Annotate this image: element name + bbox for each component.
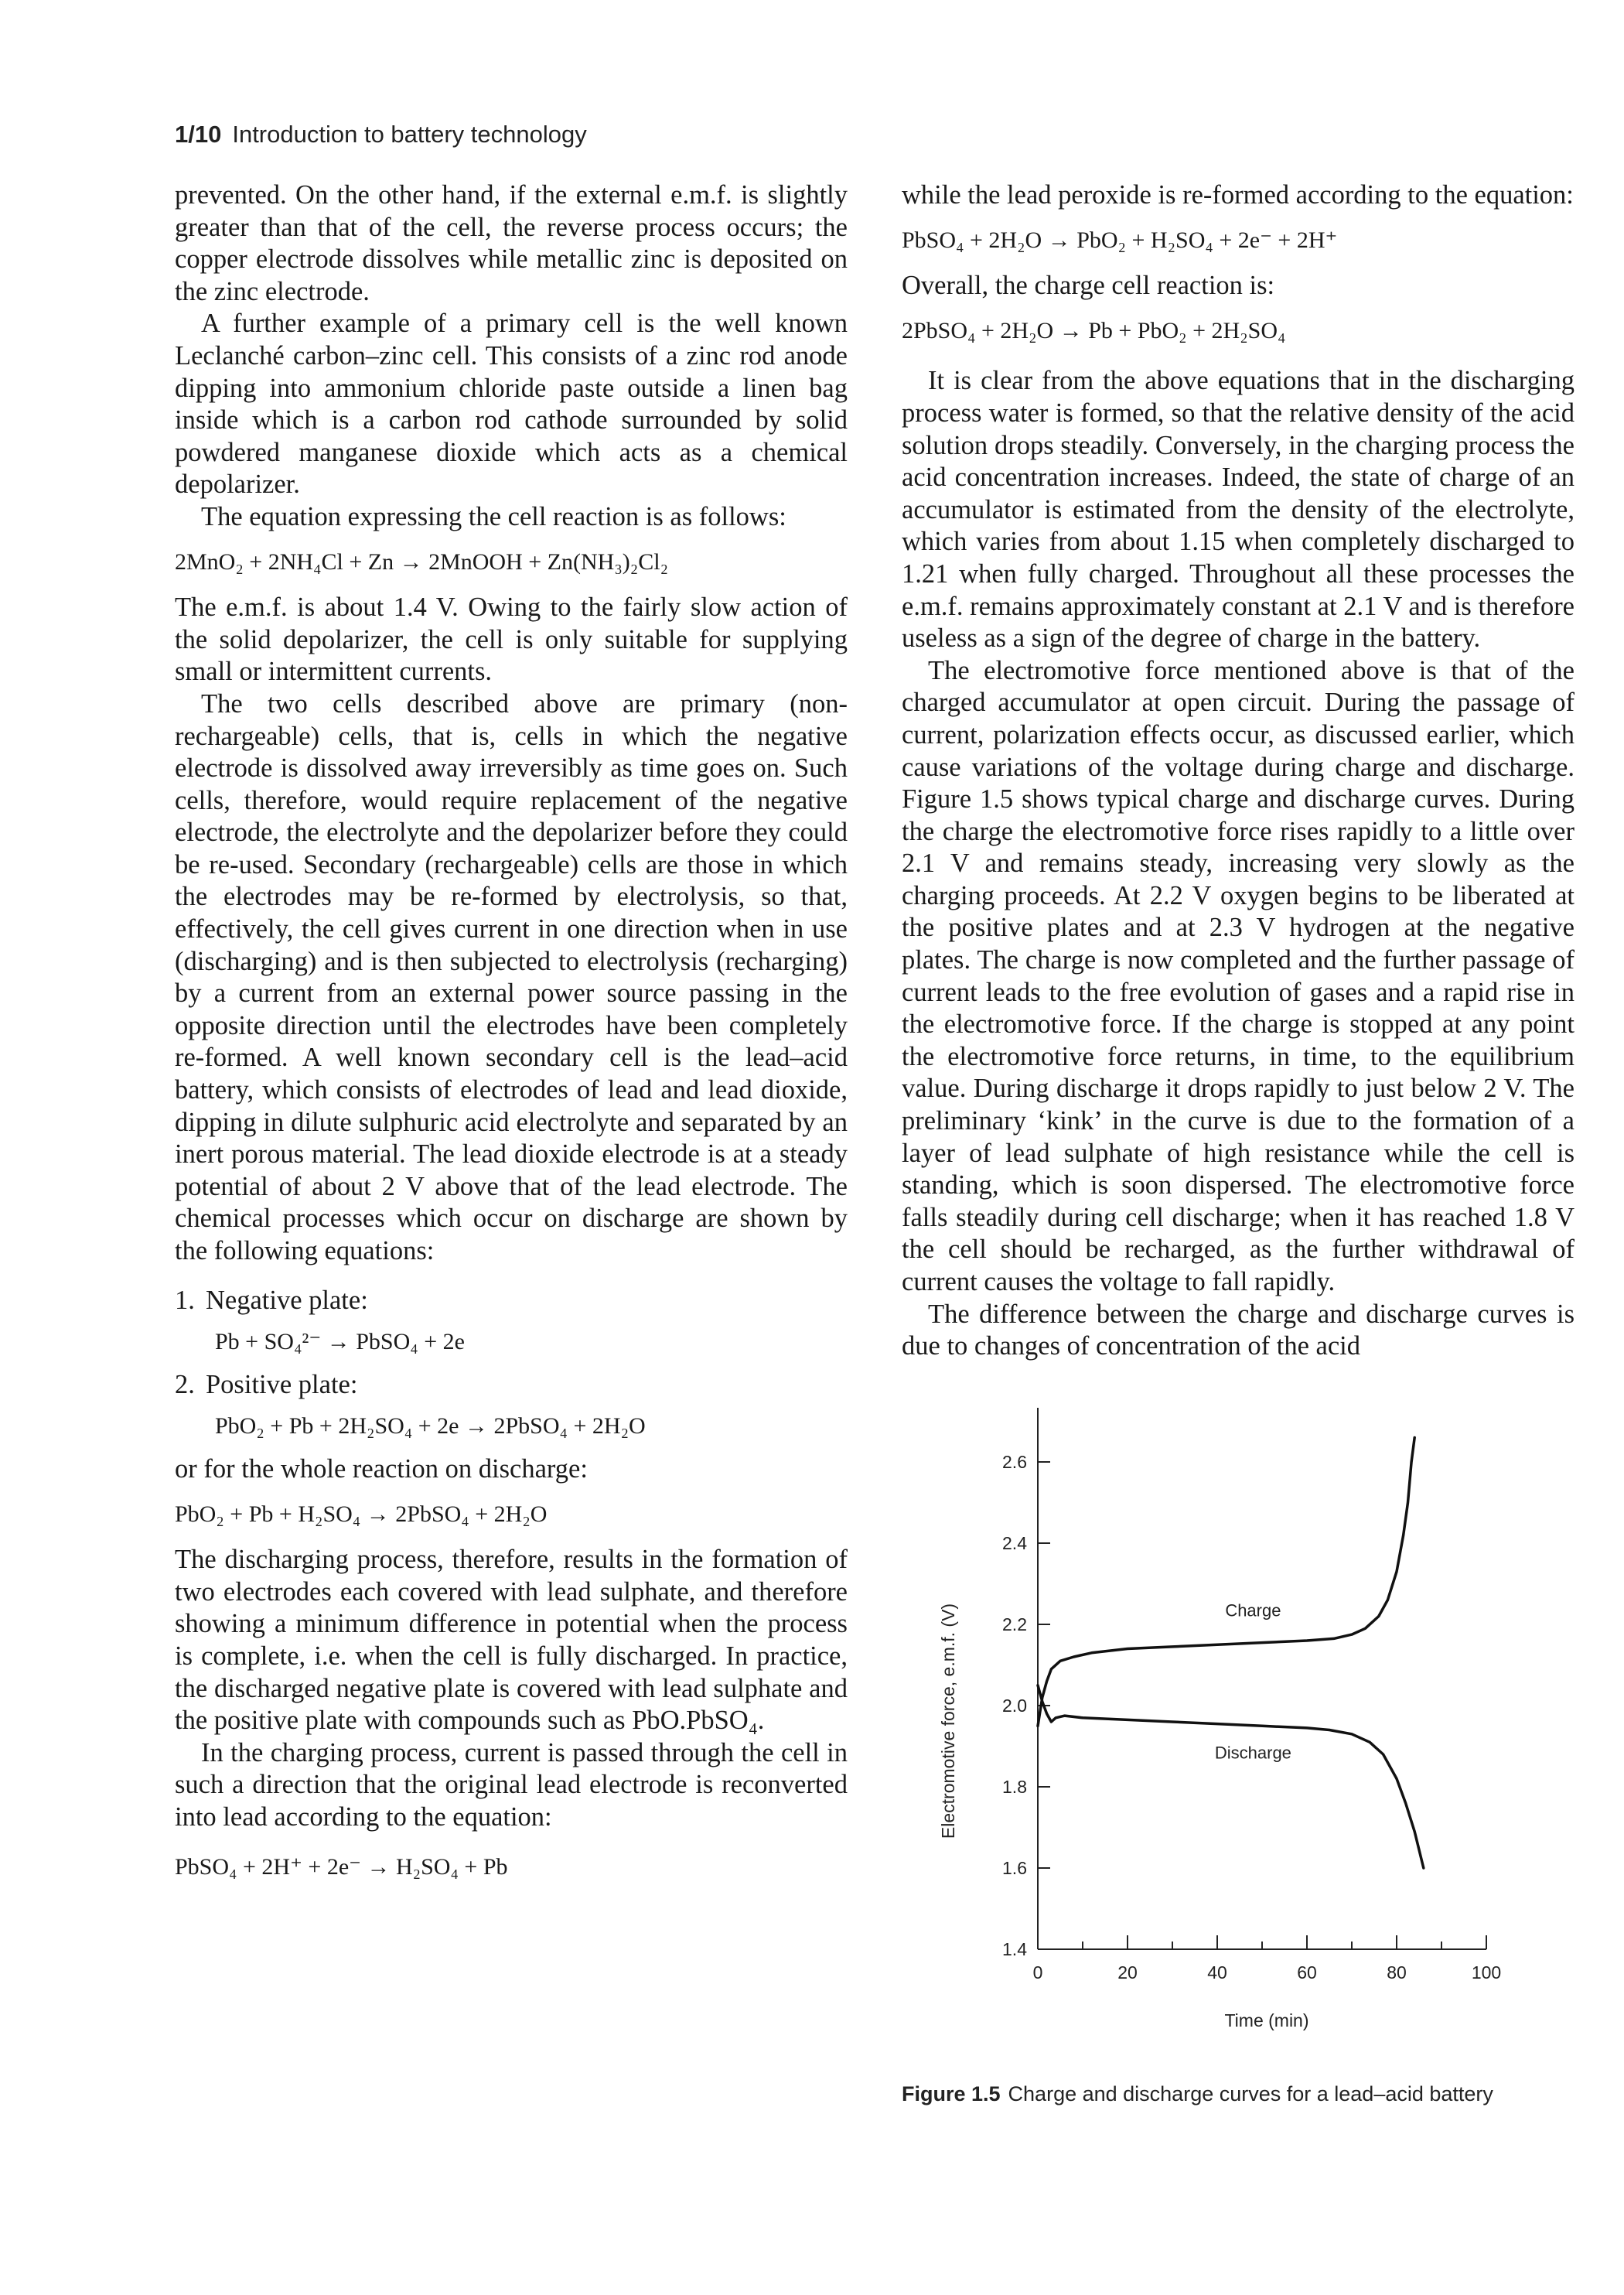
list-item [175,1285,848,1317]
series-line-discharge [1038,1685,1424,1868]
list-number: 2. [175,1369,195,1399]
figure-caption [902,2082,1493,2106]
chart [902,1377,1582,2073]
paragraph: The difference between the charge and discharge curves is due to changes of concentration of the acid [902,1299,1575,1361]
caption-label: Figure 1.5 [902,2082,1001,2105]
caption-text: Charge and discharge curves for a lead–acid battery [1008,2082,1493,2105]
x-tick-label: 80 [1387,1962,1407,1983]
series-label-charge: Charge [1225,1600,1281,1621]
y-tick-label: 1.4 [1002,1939,1027,1959]
series-label-discharge: Discharge [1214,1743,1291,1763]
list-label: Positive plate: [206,1369,358,1399]
paragraph: It is clear from the above equations that in the discharging process water is formed, so that the relative density of the acid solution drops steadily. Conversely, in the charging process the acid concentration increases. Indeed, the state of charge of an accumulator is estimated from the density of the electrolyte, which varies from about 1.15 when completely discharged to 1.21 when fully charged. Throughout all these processes the e.m.f. remains approximately constant at 2.1 V and is therefore useless as a sign of the degree of charge in the battery. [902,366,1575,654]
right-column [902,179,1575,1363]
left-column [175,179,848,1897]
paragraph: The electromotive force mentioned above is that of the charged accumulator at open circuit. During the passage of current, polarization effects occur, as discussed earlier, which cause variations of the voltage during charge and discharge. Figure 1.5 shows typical charge and discharge curves. During the charge the electromotive force rises rapidly to a little over 2.1 V and remains steady, increasing very slowly as the charging proceeds. At 2.2 V oxygen begins to be liberated at the positive plates and at 2.3 V hydrogen at the negative plates. The charge is now completed and the further passage of current leads to the free evolution of gases and a rapid rise in the electromotive force. If the charge is stopped at any point the electromotive force returns, in time, to the equilibrium value. During discharge it drops rapidly to just below 2 V. The preliminary ‘kink’ in the curve is due to the formation of a layer of lead sulphate of high resistance while the cell is standing, which is soon dispersed. The electromotive force falls steadily during cell discharge; when it has reached 1.8 V the cell should be recharged, as the further withdrawal of current causes the voltage to fall rapidly. [902,655,1575,1296]
equation: PbO₂ + Pb + 2H₂SO₄ + 2e → 2PbSO₄ + 2H₂O [215,1413,646,1439]
y-tick-label: 2.0 [1002,1696,1027,1716]
paragraph: while the lead peroxide is re-formed according to the equation: [902,180,1574,210]
paragraph: prevented. On the other hand, if the external e.m.f. is slightly greater than that of the cell, the reverse process occurs; the copper electrode dissolves while metallic zinc is deposited on the zinc electrode. [175,180,848,306]
y-tick-label: 2.4 [1002,1533,1027,1553]
list-number: 1. [175,1285,195,1315]
paragraph: The equation expressing the cell reaction is as follows: [201,501,786,531]
equation: 2PbSO₄ + 2H₂O → Pb + PbO₂ + 2H₂SO₄ [902,317,1286,343]
paragraph: or for the whole reaction on discharge: [175,1453,588,1484]
series-line-charge [1038,1438,1414,1726]
paragraph: The two cells described above are primary (non-rechargeable) cells, that is, cells in which the negative electrode is dissolved away irreversibly as time goes on. Such cells, therefore, would require replacement of the negative electrode, the electrolyte and the depolarizer before they could be re-used. Secondary (rechargeable) cells are those in which the electrodes may be re-formed by electrolysis, so that, effectively, the cell gives current in one direction when in use (discharging) and is then subjected to electrolysis (recharging) by a current from an external power source passing in the opposite direction until the electrodes have been completely re-formed. A well known secondary cell is the lead–acid battery, which consists of electrodes of lead and lead dioxide, dipping in dilute sulphuric acid electrolyte and separated by an inert porous material. The lead dioxide electrode is at a steady potential of about 2 V above that of the lead electrode. The chemical processes which occur on discharge are shown by the following equations: [175,688,848,1265]
equation: Pb + SO₄²⁻ → PbSO₄ + 2e [215,1329,465,1355]
paragraph: Overall, the charge cell reaction is: [902,271,1275,301]
equation: PbSO₄ + 2H⁺ + 2e⁻ → H₂SO₄ + Pb [175,1853,508,1880]
running-title: Introduction to battery technology [232,121,587,148]
page-header [175,121,587,149]
paragraph: The discharging process, therefore, results in the formation of two electrodes each covered with lead sulphate, and therefore showing a minimum difference in potential when the process is complete, i.e. when the cell is fully discharged. In practice, the discharged negative plate is covered with lead sulphate and the positive plate with compounds such as PbO.PbSO₄. [175,1545,848,1736]
x-axis-label: Time (min) [1224,2010,1309,2030]
x-tick-label: 60 [1297,1962,1317,1983]
y-tick-label: 2.2 [1002,1614,1027,1634]
y-tick-label: 2.6 [1002,1452,1027,1472]
equation: 2MnO₂ + 2NH₄Cl + Zn → 2MnOOH + Zn(NH₃)₂Cl₂ [175,548,669,575]
equation: PbSO₄ + 2H₂O → PbO₂ + H₂SO₄ + 2e⁻ + 2H⁺ [902,227,1338,253]
y-tick-label: 1.8 [1002,1777,1027,1797]
paragraph: The e.m.f. is about 1.4 V. Owing to the fairly slow action of the solid depolarizer, the cell is only suitable for supplying small or intermittent currents. [175,593,848,687]
equation: PbO₂ + Pb + H₂SO₄ → 2PbSO₄ + 2H₂O [175,1501,548,1527]
x-tick-label: 0 [1032,1962,1043,1983]
y-axis-label: Electromotive force, e.m.f. (V) [938,1603,958,1839]
list-label: Negative plate: [206,1285,368,1315]
figure-1-5 [902,1377,1582,2073]
x-tick-label: 40 [1207,1962,1227,1983]
list-item [175,1369,848,1402]
page-number: 1/10 [175,121,222,148]
x-tick-label: 20 [1117,1962,1138,1983]
y-tick-label: 1.6 [1002,1858,1027,1878]
x-tick-label: 100 [1471,1962,1502,1983]
paragraph: In the charging process, current is passed through the cell in such a direction that the original lead electrode is reconverted into lead according to the equation: [175,1737,848,1832]
paragraph: A further example of a primary cell is the well known Leclanché carbon–zinc cell. This consists of a zinc rod anode dipping into ammonium chloride paste outside a linen bag inside which is a carbon rod cathode surrounded by solid powdered manganese dioxide which acts as a chemical depolarizer. [175,309,848,500]
